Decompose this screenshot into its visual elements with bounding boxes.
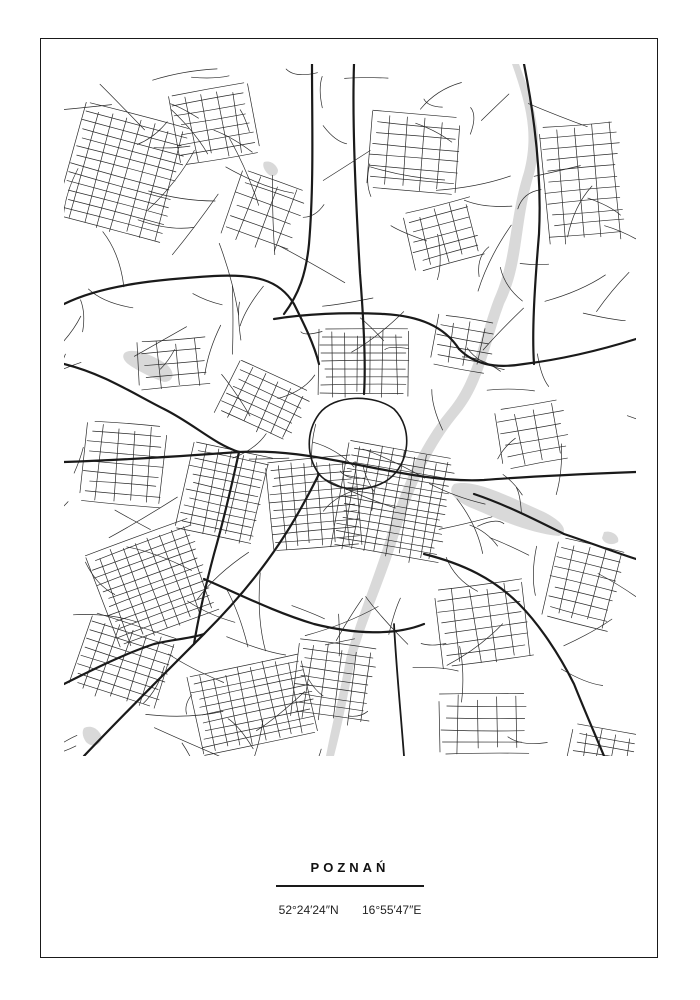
street [80,422,88,492]
street [439,693,523,694]
street [549,231,621,238]
road-central-north [353,64,364,394]
street [568,186,592,237]
street [429,462,448,559]
street [239,302,241,340]
street [120,595,210,628]
street [528,104,587,127]
street [323,298,374,306]
street [182,521,253,536]
street [345,333,346,397]
street [470,108,474,135]
street [113,429,121,501]
street [557,556,621,572]
street [195,458,266,473]
street [583,313,625,321]
street [205,325,221,374]
street [433,598,444,668]
street [85,491,160,498]
street [548,197,620,204]
street [446,315,493,324]
street [477,700,478,748]
street [406,196,470,214]
street-map-graphic [64,64,636,756]
street [74,447,83,473]
street [370,165,457,173]
street [278,245,345,282]
street [452,654,533,666]
street [129,431,137,500]
street [537,354,548,387]
street [419,118,426,190]
street [481,94,509,121]
street [487,389,534,391]
street [434,209,449,263]
street [274,190,297,251]
street [516,696,517,747]
street [227,637,286,655]
street-block [539,121,628,246]
street [81,300,84,332]
street [514,414,525,465]
street [214,360,240,413]
street [479,247,489,277]
street [272,175,274,254]
street [454,126,461,193]
street [81,500,159,508]
street [547,153,617,160]
ring-road-inner [309,398,406,489]
street [154,728,219,756]
street [64,735,77,756]
street [420,83,461,110]
street [238,720,263,756]
street [543,143,620,150]
street [607,735,616,756]
street [557,546,575,613]
street [110,549,143,635]
pond-southwest [83,727,102,746]
street [373,110,456,117]
street [116,587,209,621]
street [241,360,306,391]
street [423,245,478,260]
street [508,446,566,457]
warta-river [326,64,538,756]
street [238,456,257,543]
malta-lake [451,483,564,536]
street [249,458,289,459]
street [438,578,521,590]
street [550,575,616,592]
street [534,166,580,177]
street [73,614,137,622]
street [533,410,542,460]
street [232,286,233,354]
street [318,644,329,720]
street-block [85,518,223,650]
street [304,749,321,756]
street [373,187,451,194]
street-block [265,454,362,552]
street [598,574,636,618]
street [571,547,590,618]
street [457,695,458,754]
street-block [432,578,533,669]
street [300,638,375,649]
street [421,644,446,646]
street [470,525,498,546]
street [413,667,458,671]
street [294,683,367,694]
street [602,555,621,629]
street [588,549,607,619]
street [142,348,201,353]
street [274,503,355,511]
street [191,76,229,78]
street [328,464,336,542]
street [361,653,371,722]
street [236,176,261,240]
road-west-vertical [194,452,239,644]
street [320,76,322,107]
street [423,254,484,271]
pond-east [602,532,618,544]
road-northwest [64,276,319,364]
longitude-label: 16°55′47″E [362,903,422,917]
street [125,636,147,701]
street [248,84,260,146]
street [69,112,98,218]
street [193,482,258,497]
street [578,724,636,734]
street-block [564,723,636,756]
street [408,331,409,396]
street [373,143,459,151]
street [556,444,561,495]
street [233,386,301,418]
street [145,427,153,502]
street [95,421,160,427]
street [289,643,301,715]
street [366,111,373,183]
street [240,369,309,402]
street [533,546,536,595]
city-title: POZNAŃ [310,860,390,875]
street [92,535,190,571]
street [385,347,409,349]
street-block [187,653,320,756]
coordinates [0,903,700,917]
street [291,463,299,546]
street [565,729,573,756]
street [181,142,255,155]
street [216,92,229,156]
street [103,232,124,287]
street [64,746,76,755]
street [486,589,497,662]
street [540,132,616,139]
street [597,272,630,311]
street [345,78,389,79]
street [580,733,635,743]
street [159,435,167,503]
street [292,606,325,619]
street [355,461,363,544]
street [391,226,427,241]
street [609,122,621,239]
street [64,169,78,223]
street [501,423,561,434]
street [172,93,243,106]
street [556,130,567,244]
street [540,542,559,614]
street-block [401,196,485,272]
street [627,416,636,442]
street [64,354,65,388]
street [69,615,92,683]
street [547,616,607,631]
street [64,502,68,523]
street [300,666,372,677]
street [186,695,192,714]
street [169,654,224,683]
street [83,470,158,477]
street [109,120,141,232]
street [142,336,205,342]
street [441,730,524,731]
street-block [175,441,273,546]
street [520,264,549,265]
strzeszynskie-lake [263,161,278,176]
street [545,186,620,193]
street [622,739,631,756]
street [201,95,212,153]
street [303,648,373,658]
street [186,152,257,165]
street [99,559,131,646]
street [177,132,253,146]
street [437,234,440,280]
street [548,164,615,171]
street [237,205,291,225]
street [520,582,532,655]
street [539,134,550,244]
street [236,668,254,745]
street [511,458,568,469]
street [266,468,274,549]
street [501,400,556,410]
street [409,207,467,223]
street [462,322,470,366]
street [332,332,333,397]
street [138,220,194,228]
street [321,384,406,385]
street [103,558,197,593]
street [220,171,244,233]
street [478,521,504,526]
street [126,124,155,232]
street [443,633,527,645]
street [402,218,418,270]
street [274,471,351,478]
street [231,92,243,152]
street-block [219,169,308,258]
street [439,517,492,530]
street [277,543,359,551]
street [170,530,202,615]
street [64,316,81,356]
street [424,99,443,107]
street [446,753,529,754]
street [348,711,367,716]
street [497,697,498,747]
street [446,718,524,719]
street [445,622,527,634]
street [127,547,192,571]
street-block [214,359,313,447]
street [431,314,439,357]
street [110,630,133,697]
street [153,69,218,80]
street [109,497,177,538]
street [396,335,398,395]
street [244,373,266,420]
street [240,286,263,326]
street [384,116,391,184]
street [418,217,432,264]
street [564,619,612,646]
street [549,176,617,182]
street [554,219,623,226]
street [370,154,459,162]
street [378,122,459,130]
street [154,146,190,148]
street [159,535,190,617]
street [323,151,370,181]
street [543,121,612,128]
street-block [439,693,529,754]
street [219,243,238,315]
street [240,110,249,132]
title-divider [276,885,424,887]
street [259,573,265,651]
street [146,711,223,716]
street [545,275,606,301]
street-block [79,420,167,508]
street [464,200,512,206]
street [357,336,358,391]
street-block [289,638,379,728]
street [193,294,222,305]
street [190,654,297,677]
street-block [493,399,571,470]
street [303,205,324,218]
road-south-vertical [394,624,404,756]
street [190,444,208,525]
street [574,128,584,237]
street [185,97,198,162]
street [115,510,150,529]
street [172,194,218,255]
street [309,680,323,696]
latitude-label: 52°24′24″N [278,903,339,917]
street [90,480,156,487]
street [135,543,167,628]
street [64,105,112,112]
city-map[interactable] [64,64,636,756]
street-block [366,110,462,195]
street [323,126,347,144]
street [554,566,615,582]
street [490,538,529,556]
street [591,124,601,237]
street [552,403,561,453]
street [189,465,261,480]
street [222,400,292,433]
street [508,737,547,744]
street [439,702,440,753]
street [437,334,489,344]
